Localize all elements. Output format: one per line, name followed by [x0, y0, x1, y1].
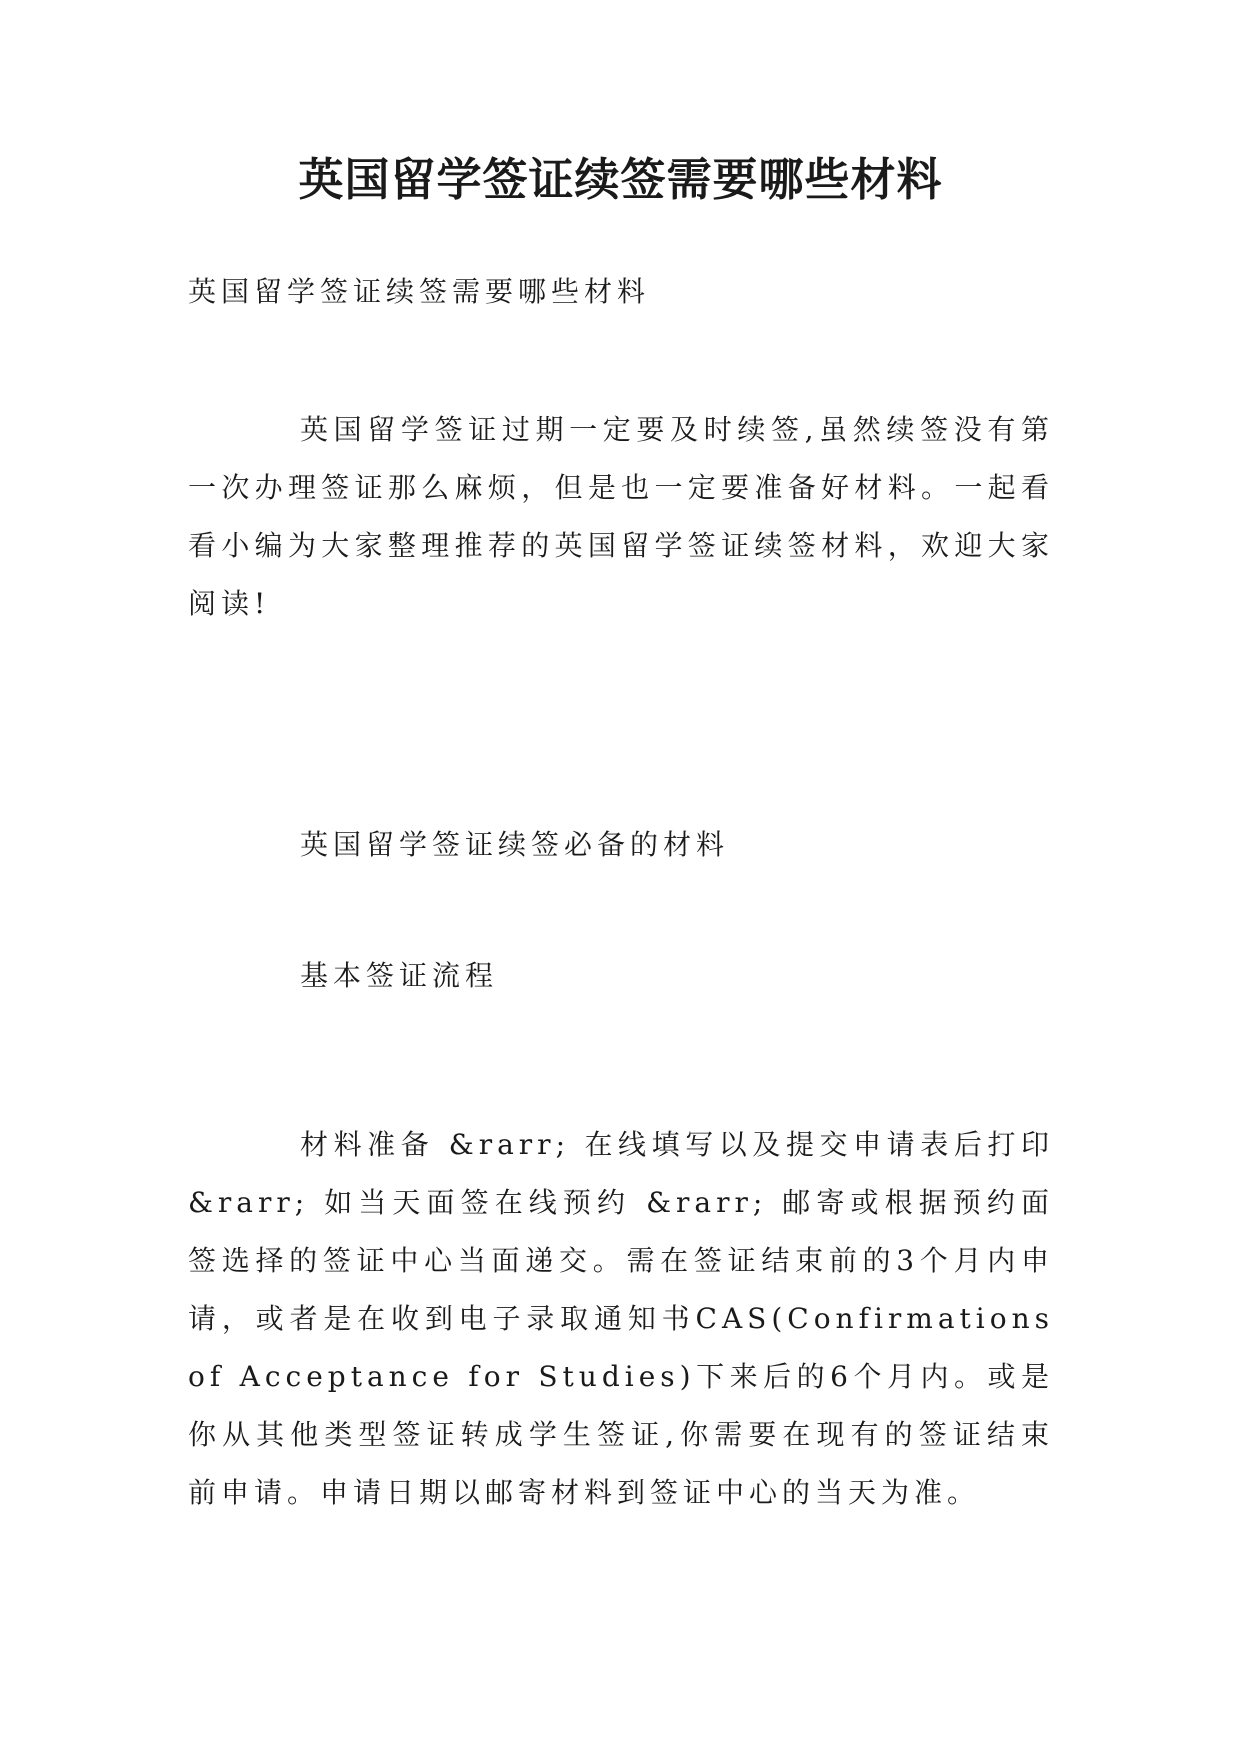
section-heading-materials: 英国留学签证续签必备的材料	[300, 828, 730, 861]
document-subtitle: 英国留学签证续签需要哪些材料	[188, 275, 651, 308]
section-heading-process: 基本签证流程	[300, 959, 499, 992]
process-paragraph: 材料准备 &rarr; 在线填写以及提交申请表后打印 &rarr; 如当天面签在线预约 &rarr; 邮寄或根据预约面签选择的签证中心当面递交。需在签证结束前的3个月内申请，或者是在收到电子录取通知书CAS(Confirmations of Acceptance for Studies)下来后的6个月内。或是你从其他类型签证转成学生签证,你需要在现有的签证结束前申请。申请日期以邮寄材料到签证中心的当天为准。	[188, 1128, 1054, 1509]
document-title: 英国留学签证续签需要哪些材料	[298, 153, 943, 206]
intro-paragraph: 英国留学签证过期一定要及时续签,虽然续签没有第一次办理签证那么麻烦，但是也一定要准备好材料。一起看看小编为大家整理推荐的英国留学签证续签材料，欢迎大家阅读!	[188, 413, 1054, 620]
